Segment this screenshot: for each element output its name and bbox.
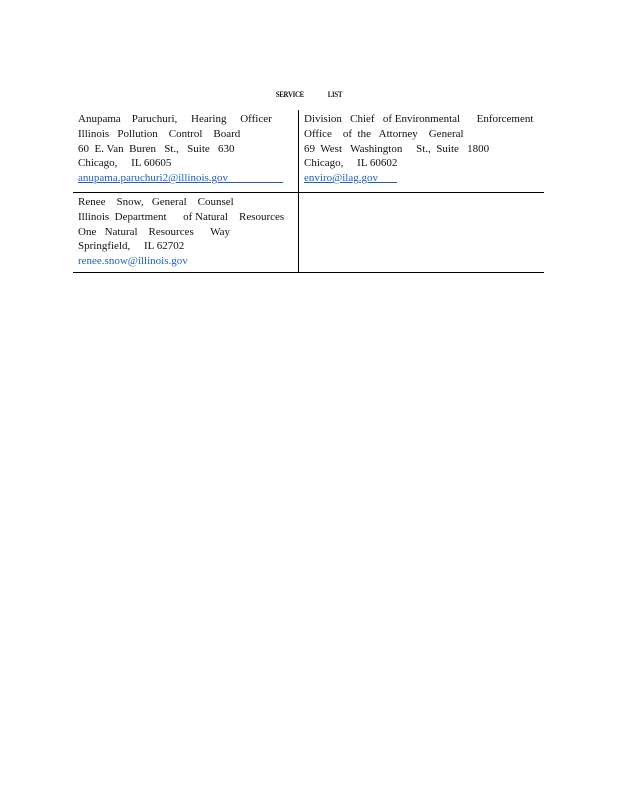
entry-line: 60 E. Van Buren St., Suite 630 (78, 142, 235, 155)
entry-line: Division Chief of Environmental Enforcement (304, 113, 534, 125)
email-link[interactable]: renee.snow@illinois.gov (78, 255, 188, 268)
entry-line: Illinois Pollution Control Board (78, 127, 241, 140)
table-row (73, 193, 544, 273)
table-row (73, 110, 544, 193)
entry-line: Springfield, IL 62702 (78, 240, 185, 253)
entry-line: Office of the Attorney General (304, 127, 464, 140)
service-entry-attorney-general (299, 110, 544, 192)
entry-line: Chicago, IL 60605 (78, 157, 172, 170)
email-link[interactable]: enviro@ilag.gov (304, 172, 378, 185)
empty-cell (299, 193, 544, 272)
page-title (46, 90, 571, 99)
entry-line: Anupama Paruchuri, Hearing Officer (78, 113, 272, 125)
entry-line: 69 West Washington St., Suite 1800 (304, 142, 490, 155)
service-entry-general-counsel (73, 193, 299, 272)
service-entry-hearing-officer (73, 110, 299, 192)
title-word-service: SERVICE (275, 90, 304, 99)
title-word-list: LIST (327, 90, 343, 99)
entry-line: One Natural Resources Way (78, 225, 230, 238)
entry-line: Illinois Department of Natural Resources (78, 210, 285, 223)
email-link[interactable]: anupama.paruchuri2@illinois.gov (78, 172, 229, 185)
service-list-table (73, 110, 544, 273)
entry-line: Chicago, IL 60602 (304, 157, 398, 170)
entry-line: Renee Snow, General Counsel (78, 196, 234, 208)
